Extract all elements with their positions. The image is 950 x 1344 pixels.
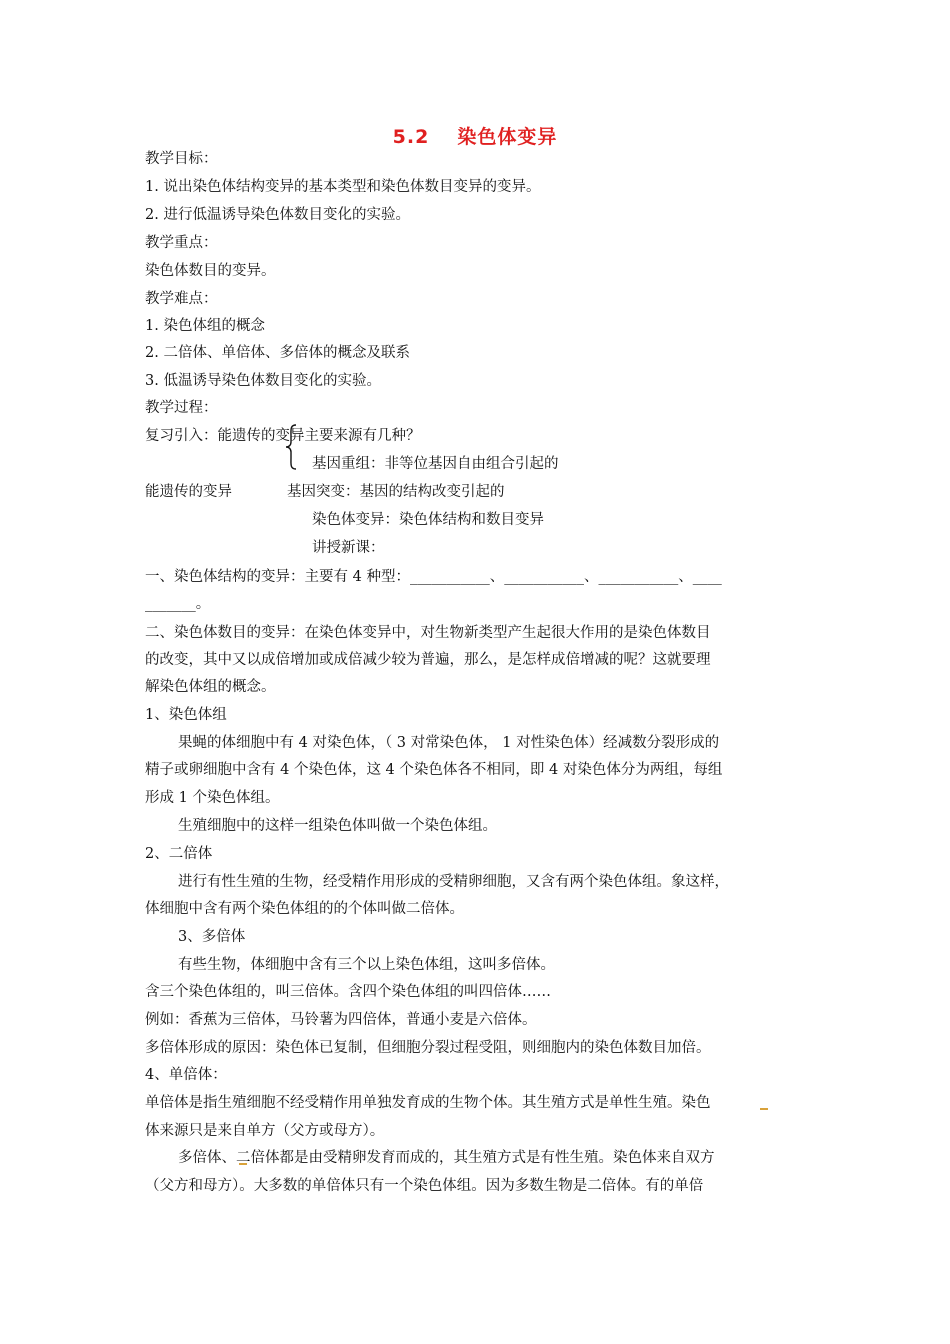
- process-heading: 教学过程：: [145, 400, 218, 416]
- chromosome-variation-line: 染色体变异：染色体结构和数目变异: [312, 512, 544, 528]
- polyploid-cause: 多倍体形成的原因：染色体已复制，但细胞分裂过程受阻，则细胞内的染色体数目加倍。: [145, 1040, 711, 1056]
- goal-item-1: 1. 说出染色体结构变异的基本类型和染色体数目变异的变异。: [145, 179, 541, 195]
- difficulties-heading: 教学难点：: [145, 291, 218, 307]
- chromosome-set-definition: 生殖细胞中的这样一组染色体叫做一个染色体组。: [178, 818, 497, 834]
- section-1-continuation: _______。: [145, 596, 211, 612]
- section-2-line-3: 解染色体组的概念。: [145, 679, 276, 695]
- curly-brace-icon: [284, 424, 298, 470]
- goal-item-2: 2. 进行低温诱导染色体数目变化的实验。: [145, 207, 410, 223]
- diploid-para-line-1: 进行有性生殖的生物，经受精作用形成的受精卵细胞，又含有两个染色体组。象这样，: [178, 874, 729, 890]
- haploid-para-line-3: 多倍体、二倍体都是由受精卵发育而成的，其生殖方式是有性生殖。染色体来自双方: [178, 1150, 715, 1166]
- difficulty-item-1: 1. 染色体组的概念: [145, 318, 265, 334]
- review-intro: 复习引入：能遗传的变异主要来源有几种？: [145, 428, 421, 444]
- title-text: 染色体变异: [457, 126, 558, 148]
- gene-recombination-line: 基因重组：非等位基因自由组合引起的: [312, 456, 559, 472]
- key-point-text: 染色体数目的变异。: [145, 263, 276, 279]
- annotation-mark: [239, 1160, 247, 1165]
- subsection-haploid: 4、单倍体：: [145, 1067, 227, 1083]
- key-points-heading: 教学重点：: [145, 235, 218, 251]
- subsection-diploid: 2、二倍体: [145, 846, 213, 862]
- heritable-variation-label: 能遗传的变异: [145, 484, 232, 500]
- haploid-para-line-1: 单倍体是指生殖细胞不经受精作用单独发育成的生物个体。其生殖方式是单性生殖。染色: [145, 1095, 711, 1111]
- diploid-para-line-2: 体细胞中含有两个染色体组的的个体叫做二倍体。: [145, 901, 464, 917]
- title-number: 5.2: [392, 126, 430, 148]
- chromosome-set-para-line-2: 精子或卵细胞中含有 4 个染色体，这 4 个染色体各不相同，即 4 对染色体分为两组，每组: [145, 762, 723, 778]
- subsection-polyploid: 3、多倍体: [178, 929, 246, 945]
- gene-mutation-line: 基因突变：基因的结构改变引起的: [287, 484, 505, 500]
- haploid-para-line-4: （父方和母方）。大多数的单倍体只有一个染色体组。因为多数生物是二倍体。有的单倍: [145, 1178, 704, 1194]
- chromosome-set-para-line-3: 形成 1 个染色体组。: [145, 790, 280, 806]
- polyploid-examples: 例如：香蕉为三倍体，马铃薯为四倍体，普通小麦是六倍体。: [145, 1012, 537, 1028]
- new-lesson-heading: 讲授新课：: [312, 540, 385, 556]
- section-2-line-2: 的改变，其中又以成倍增加或成倍减少较为普遍，那么，是怎样成倍增减的呢？这就要理: [145, 652, 711, 668]
- section-2-line-1: 二、染色体数目的变异：在染色体变异中，对生物新类型产生起很大作用的是染色体数目: [145, 625, 711, 641]
- difficulty-item-2: 2. 二倍体、单倍体、多倍体的概念及联系: [145, 345, 410, 361]
- page-title: [0, 122, 950, 149]
- chromosome-set-para-line-1: 果蝇的体细胞中有 4 对染色体，（ 3 对常染色体， 1 对性染色体）经减数分裂形成的: [178, 735, 720, 751]
- polyploid-para-line-2: 含三个染色体组的，叫三倍体。含四个染色体组的叫四倍体……: [145, 984, 551, 1000]
- section-1-structure-variation: 一、染色体结构的变异：主要有 4 种型：___________、___________、___________、____: [145, 569, 722, 585]
- goals-heading: 教学目标：: [145, 151, 218, 167]
- polyploid-para-line-1: 有些生物，体细胞中含有三个以上染色体组，这叫多倍体。: [178, 957, 555, 973]
- subsection-chromosome-set: 1、染色体组: [145, 707, 227, 723]
- annotation-mark: [760, 1105, 768, 1110]
- difficulty-item-3: 3. 低温诱导染色体数目变化的实验。: [145, 373, 381, 389]
- haploid-para-line-2: 体来源只是来自单方（父方或母方）。: [145, 1123, 385, 1139]
